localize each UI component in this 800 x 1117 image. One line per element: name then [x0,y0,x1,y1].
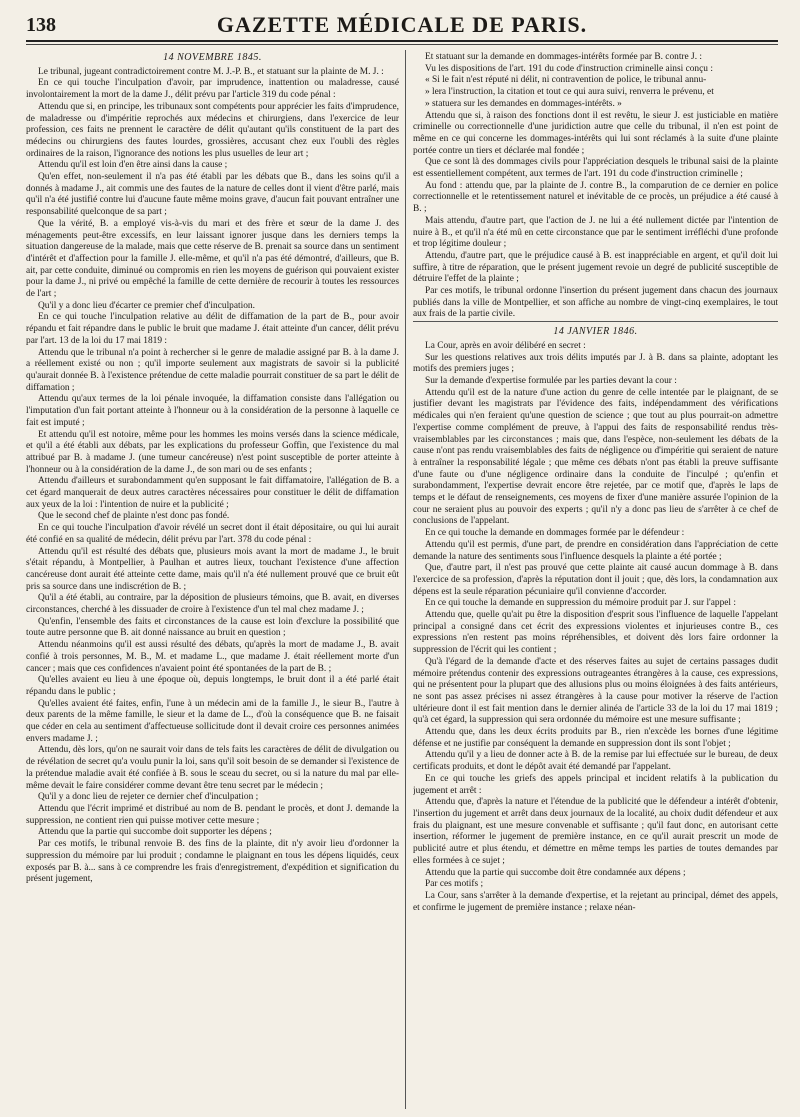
paragraph: Attendu, d'autre part, que le préjudice causé à B. est inappréciable en argent, et qu'il doit lui suffire, à titre de réparation, que le présent jugement revoie un degré de publicité susceptible de détruire l'effet de la plainte ; [413,250,778,285]
page-number: 138 [26,14,56,36]
paragraph: Attendu qu'il est de la nature d'une action du genre de celle intentée par le plaignant, de se justifier devant les magistrats par l'évidence des faits, indépendamment des vérifications médicales qui n'en feraient qu'une question de science ; que tout au plus pourrait-on admettre l'expertise comme complément de preuve, à l'appui des faits de responsabilité rendus très-vraisemblables par les circonstances ; mais que, dans l'espèce, non-seulement les débats de la cause n'ont pas rendu vraisemblables des faits de négligence ou d'impéritie qui seraient de nature à entraîner la responsabilité légale ; que même ces débats n'ont pas établi la preuve suffisante d'une faute ou d'une négligence ordinaire dans la conduite de l'inculpé ; qu'enfin et surabondamment, l'expertise devrait encore être rejetée, par ce motif que, d'après le laps de temps et le défaut de renseignements, ces moyens de fixer d'une manière assurée l'opinion de la cour ne seraient plus au pouvoir des experts ; qu'il n'y a donc pas lieu de s'arrêter à ce chef de conclusions de l'appelant. [413,387,778,527]
paragraph: Qu'elles avaient été faites, enfin, l'une à un médecin ami de la famille J., le sieur B., l'autre à deux parents de la même famille, le sieur et la dame de L., d'où la conséquence que B. ne faisait que céder en cela au sentiment d'affectueuse sollicitude dont il devait croire ces personnes animées envers madame J. ; [26,698,399,744]
paragraph: Qu'il a été établi, au contraire, par la déposition de plusieurs témoins, que B. avait, en diverses circonstances, cherché à les dissuader de croire à l'existence d'un tel mal chez madame J. ; [26,593,399,616]
paragraph: Attendu qu'il y a lieu de donner acte à B. de la remise par lui effectuée sur le bureau, de deux certificats produits, et dont le dépôt avait été demandé par l'appelant. [413,750,778,773]
paragraph: Attendu que le tribunal n'a point à rechercher si le genre de maladie assigné par B. à la dame J. a réellement existé ou non ; qu'il importe seulement aux magistrats de savoir si la publicité qu'aurait donnée B. à l'existence prétendue de cette maladie pourrait constituer de sa part le délit de diffamation ; [26,347,399,393]
paragraph: Qu'il y a donc lieu de rejeter ce dernier chef d'inculpation ; [38,792,259,803]
paragraph: En ce qui touche l'inculpation d'avoir révélé un secret dont il était dépositaire, ou qui lui aurait été confié en sa qualité de médecin, délit prévu par l'art. 378 du code pénal : [26,523,399,545]
paragraph: Qu'à l'égard de la demande d'acte et des réserves faites au sujet de certains passages dudit mémoire prétendus contenir des expressions outrageantes étrangères à la cause, ces expressions, qui ne présentent pour la plupart que des allusions plus ou moins éloignées à des faits antérieurs, ne sont pas assez précises ni assez étrangères à la cause pour motiver la réserve de l'action ultérieure dont il est fait mention dans le dernier alinéa de l'article 33 de la loi du 17 mai 1819 ; qu'à cet égard, la suppression qui sera ordonnée du mémoire est une mesure suffisante ; [413,656,778,726]
paragraph: Qu'enfin, l'ensemble des faits et circonstances de la cause est loin d'exclure la possibilité que toute autre personne que B. ait donné naissance au bruit en question ; [26,616,399,639]
paragraph: Sur la demande d'expertise formulée par les parties devant la cour : [425,375,677,386]
paragraph: Au fond : attendu que, par la plainte de J. contre B., la comparution de ce dernier en police correctionnelle et le retentissement naturel et inévitable de ce procès, un préjudice a été causé à B. ; [413,180,778,215]
paragraph: Par ces motifs ; [425,879,484,890]
page-header [26,12,778,38]
header-rule-thick [26,40,778,42]
paragraph: Qu'en effet, non-seulement il n'a pas été établi par les débats que B., dans les soins qu'il a donnés à madame J., ait commis une des fautes de la nature de celles dont il vient d'être parlé, mais qu'il n'a été justifié contre lui d'aucune faute même moins grave, d'aucun fait pouvant entraîner une responsabilité quelconque de sa part ; [26,172,399,218]
header-rule-thin [26,44,778,45]
section-rule [413,321,778,322]
paragraph: Que, d'autre part, il n'est pas prouvé que cette plainte ait causé aucun dommage à B. dans l'exercice de sa profession, d'après la réputation dont il jouit ; que, dès lors, la condamnation aux dépens est la seule réparation pécuniaire qu'il convienne d'accorder. [413,563,778,597]
paragraph: En ce qui touche la demande en suppression du mémoire produit par J. sur l'appel : [425,598,736,609]
paragraph: Attendu, dès lors, qu'on ne saurait voir dans de tels faits les caractères de délit de divulgation ou de révélation de secret qu'a voulu punir la loi, sans qu'il soit besoin de se demander si l'existence de la prétendue maladie avait été confiée à B. sous le sceau du secret, ou si la nature du mal par elle-même devait le faire considérer comme devant être tenu secret par le médecin ; [26,745,399,791]
paragraph: Attendu qu'il est permis, d'une part, de prendre en considération dans l'appréciation de cette demande la nature des sentiments sous l'influence desquels la plainte a été portée ; [413,539,778,562]
paragraph: Attendu que la partie qui succombe doit supporter les dépens ; [38,827,272,838]
paragraph: Par ces motifs, le tribunal ordonne l'insertion du présent jugement dans chacun des journaux publiés dans la ville de Montpellier, et son affiche au nombre de vingt-cinq exemplaires, le tout aux frais de la partie civile. [413,286,778,320]
right-column [413,52,778,1111]
date-heading-right: 14 JANVIER 1846. [553,326,638,338]
page-title: GAZETTE MÉDICALE DE PARIS. [216,12,588,37]
paragraph: Attendu que si, en principe, les tribunaux sont compétents pour apprécier les faits d'imprudence, de maladresse ou d'impéritie reprochés aux médecins et chirurgiens, dans l'exercice de leur profession, ces faits ne prennent le caractère de délit qu'autant qu'ils constituent de la part des médecins ou chirurgiens des fautes lourdes, grossières, accusant chez eux l'oubli des règles ordinaires de la raison, l'ignorance des notions les plus usuelles de leur art ; [26,101,399,159]
column-divider [405,50,406,1109]
paragraph: La Cour, sans s'arrêter à la demande d'expertise, et la rejetant au principal, démet des appels, et confirme le jugement de première instance ; relaxe néan- [413,890,778,913]
paragraph: Vu les dispositions de l'art. 191 du code d'instruction criminelle ainsi conçu : [425,63,713,74]
paragraph: Attendu que l'écrit imprimé et distribué au nom de B. pendant le procès, et dont J. demande la suppression, ne contient rien qui puisse motiver cette mesure ; [26,804,399,826]
paragraph: Que ce sont là des dommages civils pour l'appréciation desquels le tribunal saisi de la plainte est essentiellement compétent, aux termes de l'art. 191 du code d'instruction criminelle ; [413,157,778,180]
paragraph: Attendu que si, à raison des fonctions dont il est revêtu, le sieur J. est justiciable en matière criminelle ou correctionnelle d'une juridiction autre que celle du tribunal, il n'en est point de même en ce qui concerne les dommages-intérêts qui lui sont réclamés à la suite d'une plainte portée contre un tiers et déclarée mal fondée ; [413,110,778,156]
paragraph: Attendu que, d'après la nature et l'étendue de la publicité que le défendeur a intérêt d'obtenir, l'insertion du jugement et arrêt dans deux journaux de la localité, au choix dudit défendeur et aux frais du plaignant, est une mesure convenable et suffisante ; qu'il faut donc, en autorisant cette insertion, réformer le jugement de première instance, en ce qu'il aurait prescrit un mode de publicité autre et plus étendu, et démettre en même temps les parties de toutes demandes par elles formées à ce sujet ; [413,797,778,866]
paragraph: Que le second chef de plainte n'est donc pas fondé. [38,511,230,522]
paragraph: Mais attendu, d'autre part, que l'action de J. ne lui a été nullement dictée par l'intention de nuire à B., et qu'il n'a été mû en cette circonstance que par le sentiment irréfléchi d'une profonde et trop légitime douleur ; [413,215,778,250]
paragraph: Attendu que, dans les deux écrits produits par B., rien n'excède les bornes d'une légitime défense et ne justifie par conséquent la demande en suppression dont ils sont l'objet ; [413,727,778,749]
paragraph: La Cour, après en avoir délibéré en secret : [425,340,586,351]
paragraph: Attendu que, quelle qu'ait pu être la disposition d'esprit sous l'influence de laquelle l'appelant principal a consigné dans cet écrit des expressions violentes et injurieuses contre B., ces expressions n'en restent pas moins répréhensibles, et doivent dès lors faire ordonner la suppression de l'écrit qui les contient ; [413,610,778,656]
paragraph: Sur les questions relatives aux trois délits imputés par J. à B. dans sa plainte, adoptant les motifs des premiers juges ; [413,352,778,375]
quoted-article-line: » lera l'instruction, la citation et tout ce qui aura suivi, renverra le prévenu, et [425,87,714,98]
left-column [26,52,399,1111]
paragraph: Attendu qu'il est loin d'en être ainsi dans la cause ; [38,160,228,171]
paragraph: Attendu qu'il est résulté des débats que, plusieurs mois avant la mort de madame J., le bruit s'était répandu, à Montpellier, à Paulhan et autres lieux, touchant l'existence d'une affection cancéreuse dont aurait été atteinte cette dame, mais qu'il n'a été nullement prouvé que ce bruit eût pris sa source dans une indiscrétion de B. ; [26,546,399,592]
paragraph: Et statuant sur la demande en dommages-intérêts formée par B. contre J. : [425,52,702,62]
paragraph: Qu'elles avaient eu lieu à une époque où, depuis longtemps, le bruit dont il a été parlé était répandu dans le public ; [26,675,399,697]
paragraph: En ce qui touche l'inculpation relative au délit de diffamation de la part de B., pour avoir répandu et fait répandre dans le public le bruit que madame J. était atteinte d'un cancer, délit prévu par l'art. 13 de la loi du 17 mai 1819 : [26,312,399,346]
paragraph: Qu'il y a donc lieu d'écarter ce premier chef d'inculpation. [38,300,255,311]
quoted-article-line: » statuera sur les demandes en dommages-intérêts. » [425,98,622,109]
date-heading-left: 14 NOVEMBRE 1845. [163,52,262,63]
paragraph: Par ces motifs, le tribunal renvoie B. des fins de la plainte, dit n'y avoir lieu d'ordonner la suppression du mémoire par lui produit ; condamne le plaignant en tous les dépens liquidés, ceux exposés par B. à... sans à ce comprendre les frais d'enregistrement, d'expédition et signification du présent jugement, [26,839,399,885]
paragraph: Le tribunal, jugeant contradictoirement contre M. J.-P. B., et statuant sur la plainte de M. J. : [38,66,384,77]
paragraph: Que la vérité, B. a employé vis-à-vis du mari et des frère et sœur de la dame J. des ménagements peut-être excessifs, en leur laissant ignorer jusque dans les derniers temps la situation dangereuse de la malade, mais que cette réserve de B. prenait sa source dans un sentiment d'intérêt et d'affection pour la famille J. elle-même, et qu'il n'a pas été démontré, d'ailleurs, que B. ait, par cette conduite, diminué ou compromis en rien les moyens de guérison qui pouvaient exister pour la dame J., ni privé ou empêché la famille de cette dernière de recourir à toutes les ressources de l'art ; [26,218,399,300]
paragraph: En ce qui touche la demande en dommages formée par le défendeur : [425,528,685,539]
paragraph: Attendu néanmoins qu'il est aussi résulté des débats, qu'après la mort de madame J., B. avait confié à trois personnes, M. B., M. et madame L., que madame J. était réellement morte d'un cancer ; mais que ces confidences n'avaient point été spontanées de la part de B. ; [26,640,399,674]
paragraph: Et attendu qu'il est notoire, même pour les hommes les moins versés dans la science médicale, et qu'il a été établi aux débats, par les explications du professeur Goffin, que l'existence du mal attribué par B. à madame J. (une tumeur cancéreuse) n'est point susceptible de porter atteinte à l'honneur ou à la considération de la dame J., de son mari ou de ses enfants ; [26,429,399,475]
paragraph: Attendu d'ailleurs et surabondamment qu'en supposant le fait diffamatoire, l'allégation de B. a cet égard manquerait de deux autres caractères nécessaires pour constituer le délit de diffamation aux yeux de la loi : l'intention de nuire et la publicité ; [26,476,399,510]
paragraph: Attendu qu'aux termes de la loi pénale invoquée, la diffamation consiste dans l'allégation ou l'imputation d'un fait portant atteinte à l'honneur ou à la considération de la personne à laquelle ce fait est imputé ; [26,394,399,428]
paragraph: En ce qui touche les griefs des appels principal et incident relatifs à la publication du jugement et arrêt : [413,773,778,796]
paragraph: En ce qui touche l'inculpation d'avoir, par imprudence, inattention ou maladresse, causé involontairement la mort de la dame J., délit prévu par l'article 319 du code pénal : [26,78,399,101]
paragraph: Attendu que la partie qui succombe doit être condamnée aux dépens ; [425,867,686,878]
quoted-article-line: « Si le fait n'est réputé ni délit, ni contravention de police, le tribunal annu- [425,75,707,86]
